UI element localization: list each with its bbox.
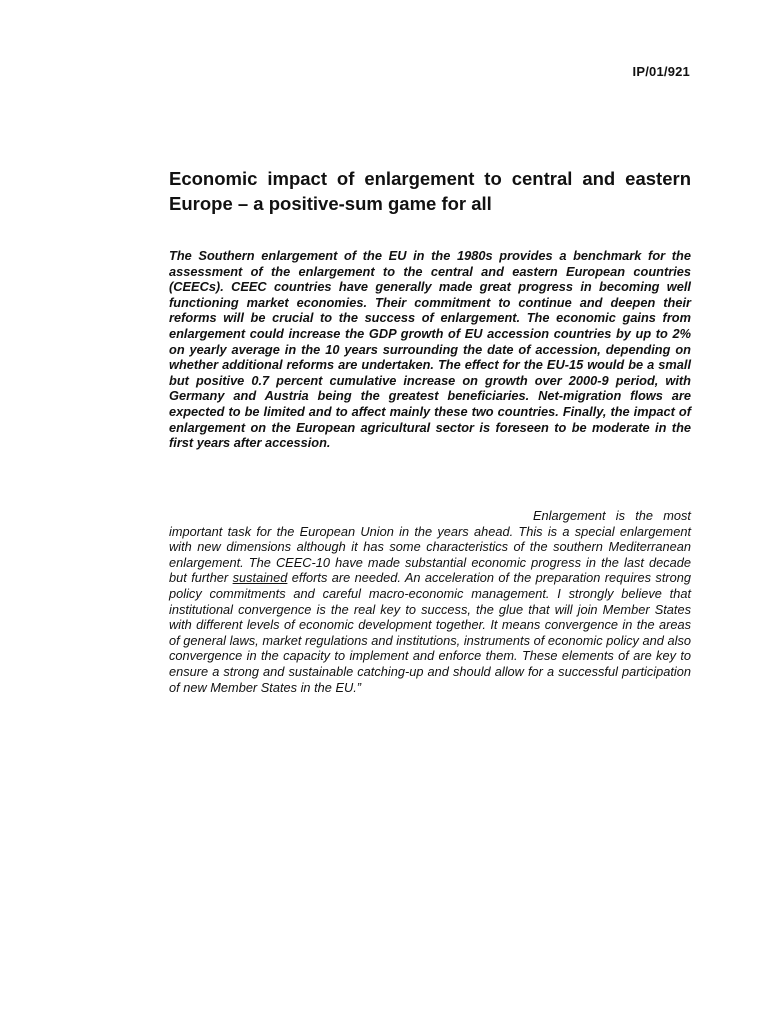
- quote-text-part-2: efforts are needed. An acceleration of the preparation requires strong policy commitments and careful macro-economic management. I strongly believe that institutional convergence is the real key to success, the glue that will join Member States with different levels of economic development together. It means convergence in the areas of general laws, market regulations and institutions, instruments of economic policy and also convergence in the capacity to implement and enforce them. These elements of are key to ensure a strong and sustainable catching-up and should allow for a successful participation of new Member States in the EU.”: [169, 570, 691, 695]
- quote-paragraph: [169, 508, 691, 695]
- quote-underlined-word: sustained: [232, 570, 288, 586]
- press-release-reference: IP/01/921: [632, 64, 690, 79]
- quote-text-part-1: Enlargement is the most important task for the European Union in the years ahead. This is a special enlargement with new dimensions although it has some characteristics of the southern Mediterranean enlargement. The CEEC-10 have made substantial economic progress in the last decade but further: [169, 508, 691, 586]
- summary-paragraph: The Southern enlargement of the EU in the 1980s provides a benchmark for the assessment of the enlargement to the central and eastern European countries (CEECs). CEEC countries have generally made great progress in becoming well functioning market economies. Their commitment to continue and deepen their reforms will be crucial to the success of enlargement. The economic gains from enlargement could increase the GDP growth of EU accession countries by up to 2% on yearly average in the 10 years surrounding the date of accession, depending on whether additional reforms are undertaken. The effect for the EU-15 would be a small but positive 0.7 percent cumulative increase on growth over 2000-9 period, with Germany and Austria being the greatest beneficiaries. Net-migration flows are expected to be limited and to affect mainly these two countries. Finally, the impact of enlargement on the European agricultural sector is foreseen to be moderate in the first years after accession.: [169, 248, 691, 451]
- page-title: Economic impact of enlargement to central and eastern Europe – a positive-sum game for all: [169, 168, 691, 214]
